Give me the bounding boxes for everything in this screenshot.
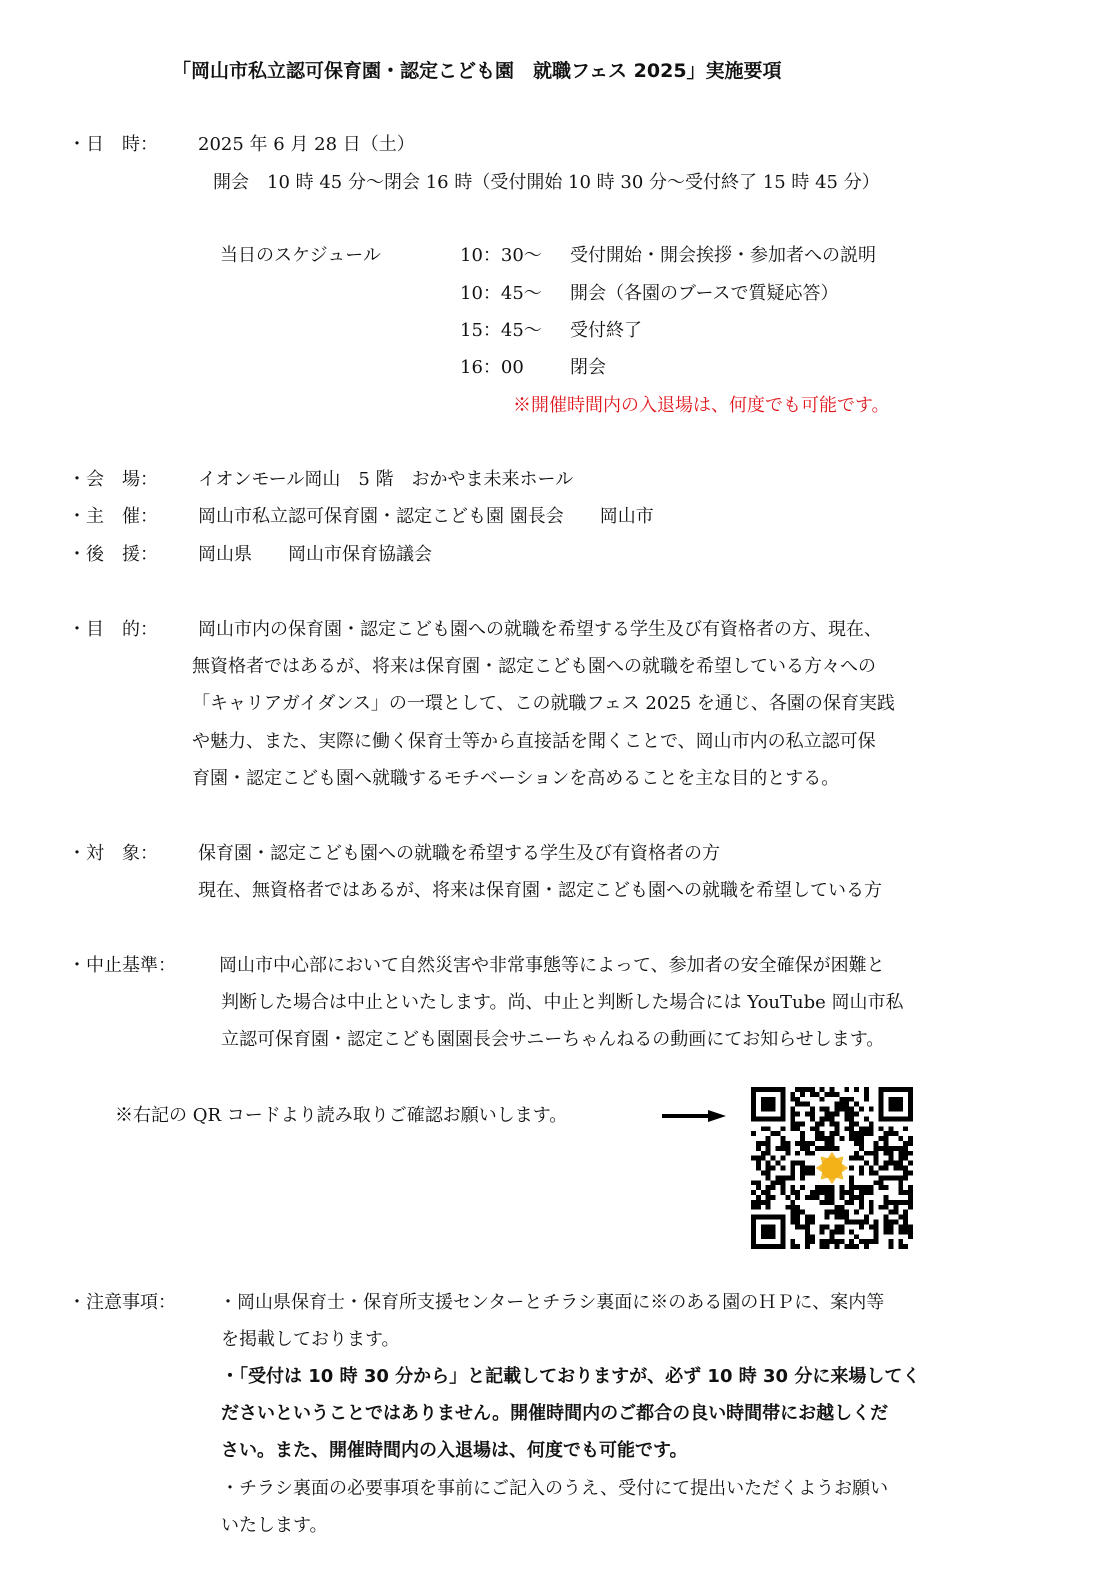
notes-bold-line: ・「受付は 10 時 30 分から」と記載しておりますが、必ず 10 時 30 分に来場してく <box>221 1366 921 1387</box>
schedule-time: 15：45～ <box>460 320 542 341</box>
host-label: ・主 催： <box>68 506 158 527</box>
target-line: 現在、無資格者ではあるが、将来は保育園・認定こども園への就職を希望している方 <box>198 880 882 901</box>
schedule-time: 16：00 <box>460 357 524 378</box>
schedule-time: 10：30～ <box>460 245 542 266</box>
purpose-line: 「キャリアガイダンス」の一環として、この就職フェス 2025 を通じ、各園の保育実践 <box>192 693 895 714</box>
notes-label: ・注意事項： <box>68 1292 176 1313</box>
notes-bold-line: ださいということではありません。開催時間内のご都合の良い時間帯にお越しくだ <box>221 1403 889 1424</box>
schedule-label: 当日のスケジュール <box>220 245 381 266</box>
datetime-label: ・日 時： <box>68 134 158 155</box>
qr-note: ※右記の QR コードより読み取りご確認お願いします。 <box>115 1105 568 1126</box>
purpose-line: 育園・認定こども園へ就職するモチベーションを高めることを主な目的とする。 <box>192 768 840 789</box>
schedule-desc: 開会（各園のブースで質疑応答） <box>570 283 839 304</box>
cancel-line: 岡山市中心部において自然災害や非常事態等によって、参加者の安全確保が困難と <box>219 955 885 976</box>
purpose-line: 岡山市内の保育園・認定こども園への就職を希望する学生及び有資格者の方、現在、 <box>198 619 882 640</box>
notes-line: ・チラシ裏面の必要事項を事前にご記入のうえ、受付にて提出いただくようお願い <box>221 1478 889 1499</box>
cancel-label: ・中止基準： <box>68 955 176 976</box>
target-line: 保育園・認定こども園への就職を希望する学生及び有資格者の方 <box>198 843 720 864</box>
schedule-desc: 閉会 <box>570 357 606 378</box>
schedule-time: 10：45～ <box>460 283 542 304</box>
cancel-line: 立認可保育園・認定こども園園長会サニーちゃんねるの動画にてお知らせします。 <box>221 1029 885 1050</box>
notes-line: ・岡山県保育士・保育所支援センターとチラシ裏面に※のある園のＨＰに、案内等 <box>219 1292 885 1313</box>
page-title: 「岡山市私立認可保育園・認定こども園 就職フェス 2025」実施要項 <box>172 60 782 82</box>
venue-label: ・会 場： <box>68 469 158 490</box>
purpose-label: ・目 的： <box>68 619 158 640</box>
notes-bold-line: さい。また、開催時間内の入退場は、何度でも可能です。 <box>221 1440 688 1461</box>
schedule-desc: 受付開始・開会挨拶・参加者への説明 <box>570 245 876 266</box>
purpose-line: 無資格者ではあるが、将来は保育園・認定こども園への就職を希望している方々への <box>192 656 876 677</box>
cancel-line: 判断した場合は中止といたします。尚、中止と判断した場合には YouTube 岡山市私 <box>221 992 904 1013</box>
reentry-note: ※開催時間内の入退場は、何度でも可能です。 <box>513 395 890 416</box>
target-label: ・対 象： <box>68 843 158 864</box>
purpose-line: や魅力、また、実際に働く保育士等から直接話を聞くことで、岡山市内の私立認可保 <box>192 731 876 752</box>
support-label: ・後 援： <box>68 544 158 565</box>
schedule-desc: 受付終了 <box>570 320 642 341</box>
event-hours: 開会 10 時 45 分～閉会 16 時（受付開始 10 時 30 分～受付終了 15 時 45 分） <box>213 172 880 193</box>
arrow-right-icon <box>662 1110 726 1122</box>
qr-code[interactable] <box>751 1087 913 1249</box>
notes-line: を掲載しております。 <box>221 1329 400 1350</box>
support-value: 岡山県 岡山市保育協議会 <box>198 544 432 565</box>
host-value: 岡山市私立認可保育園・認定こども園 園長会 岡山市 <box>198 506 654 527</box>
event-date: 2025 年 6 月 28 日（土） <box>198 134 415 155</box>
notes-line: いたします。 <box>221 1515 328 1536</box>
venue-value: イオンモール岡山 5 階 おかやま未来ホール <box>198 469 574 490</box>
